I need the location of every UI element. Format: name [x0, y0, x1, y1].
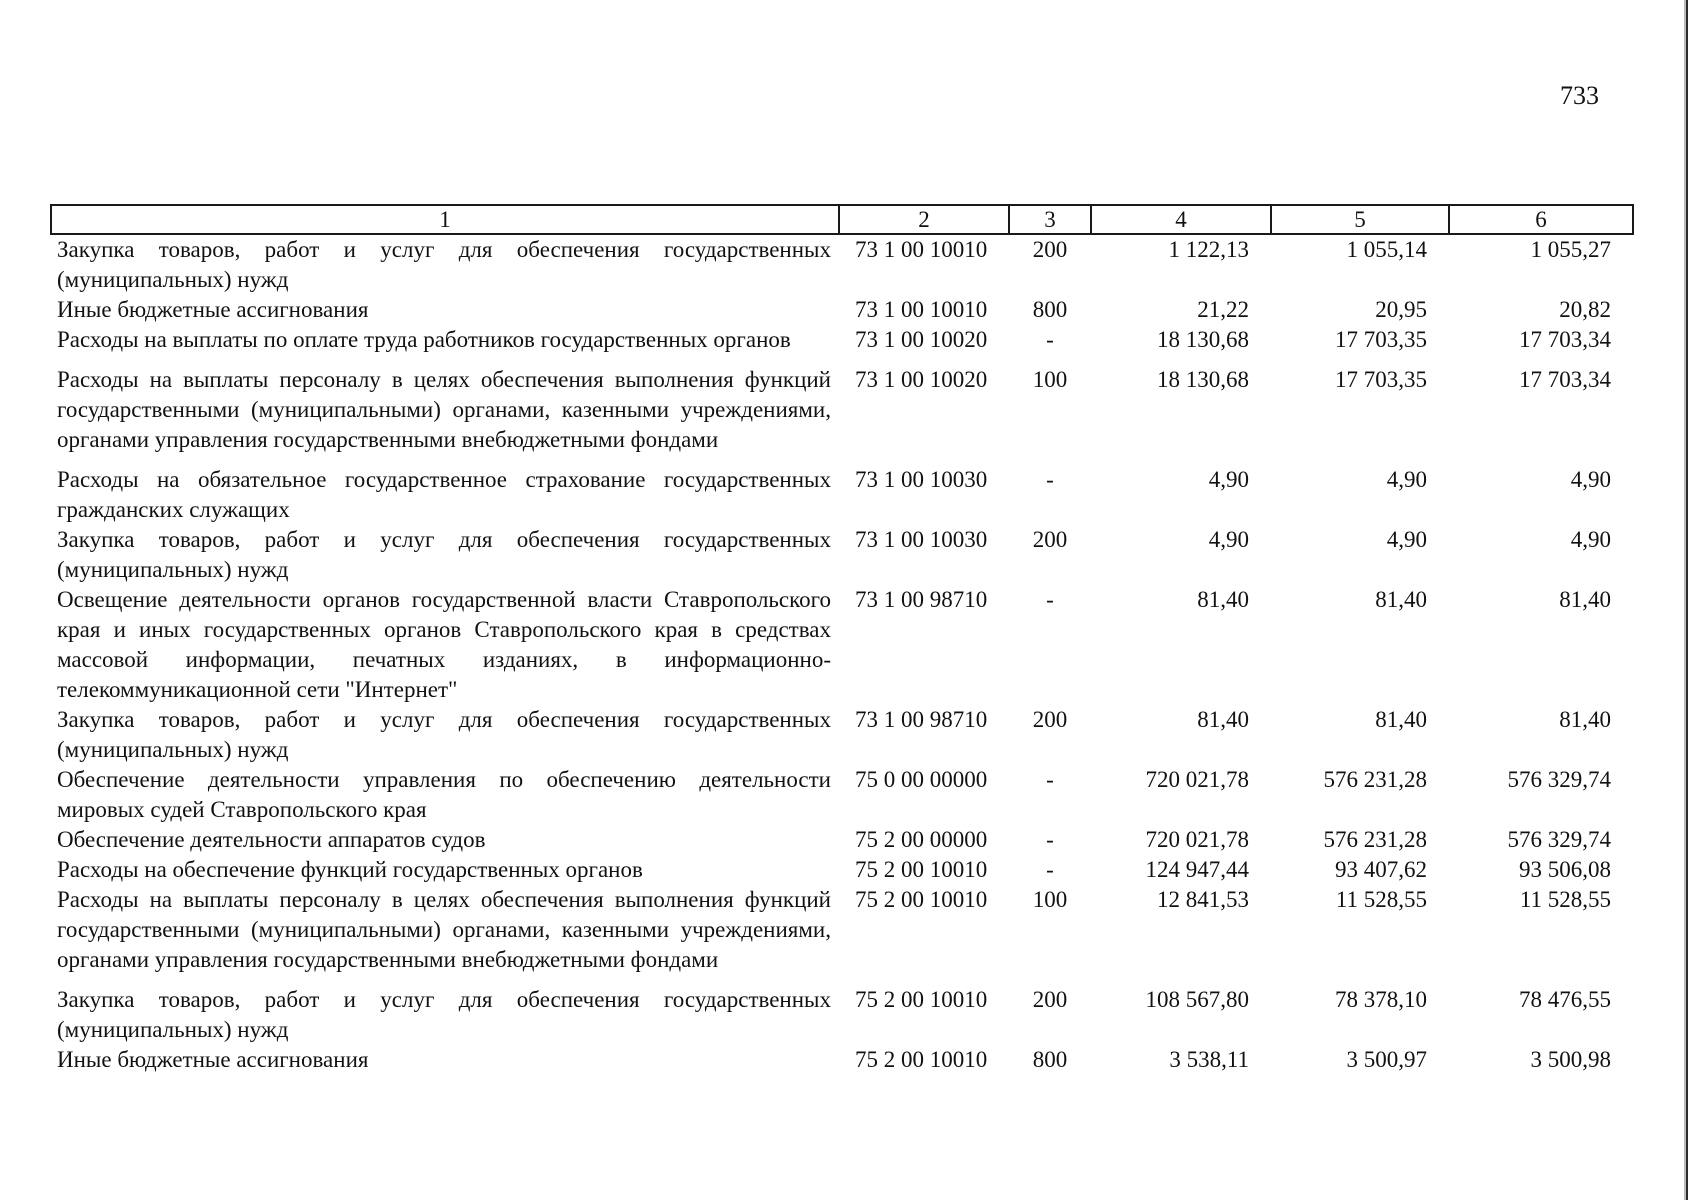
- row-target-code: 73 1 00 10010: [855, 237, 988, 262]
- row-target-code: 73 1 00 10030: [855, 527, 988, 552]
- table-row: [51, 855, 1633, 885]
- row-target-code: 75 2 00 10010: [855, 1047, 988, 1072]
- row-value-col4: 720 021,78: [1145, 827, 1249, 852]
- row-description: Освещение деятельности органов государственной власти Ставропольского края и иных государственных органов Ставропольского края в средствах массовой информации, печатных изданиях, в информационно-телекоммуникационной сети "Интернет": [57, 587, 831, 702]
- row-value-col5: 20,95: [1375, 297, 1427, 322]
- row-target-code: 75 0 00 00000: [855, 767, 988, 792]
- row-description: Обеспечение деятельности управления по обеспечению деятельности мировых судей Ставропольского края: [57, 767, 831, 822]
- column-header: 3: [1009, 205, 1091, 234]
- row-description: Закупка товаров, работ и услуг для обеспечения государственных (муниципальных) нужд: [57, 707, 831, 762]
- row-expense-type: -: [1046, 827, 1054, 852]
- row-value-col6: 81,40: [1559, 587, 1611, 612]
- table-row: [51, 585, 1633, 705]
- row-value-col5: 576 231,28: [1323, 767, 1427, 792]
- row-value-col4: 81,40: [1197, 707, 1249, 732]
- row-expense-type: 200: [1032, 707, 1068, 732]
- row-value-col5: 81,40: [1375, 587, 1427, 612]
- row-value-col4: 1 122,13: [1168, 237, 1249, 262]
- row-value-col4: 18 130,68: [1157, 367, 1249, 392]
- row-value-col6: 17 703,34: [1519, 367, 1611, 392]
- row-value-col5: 11 528,55: [1335, 887, 1427, 912]
- row-target-code: 75 2 00 00000: [855, 827, 988, 852]
- row-value-col5: 576 231,28: [1323, 827, 1427, 852]
- table-header-row: [51, 205, 1633, 234]
- row-value-col4: 21,22: [1197, 297, 1249, 322]
- row-expense-type: 200: [1032, 527, 1068, 552]
- row-target-code: 73 1 00 10020: [855, 367, 988, 392]
- table-row: [51, 825, 1633, 855]
- row-value-col5: 93 407,62: [1335, 857, 1427, 882]
- row-value-col6: 78 476,55: [1519, 987, 1611, 1012]
- row-description: Закупка товаров, работ и услуг для обеспечения государственных (муниципальных) нужд: [57, 527, 831, 582]
- row-value-col6: 4,90: [1570, 527, 1611, 552]
- column-header: 5: [1271, 205, 1449, 234]
- row-value-col6: 17 703,34: [1519, 327, 1611, 352]
- row-target-code: 73 1 00 98710: [855, 707, 988, 732]
- row-value-col5: 1 055,14: [1346, 237, 1427, 262]
- table-row: [51, 765, 1633, 825]
- table-row: [51, 525, 1633, 585]
- row-description: Расходы на выплаты по оплате труда работников государственных органов: [57, 327, 791, 352]
- row-value-col6: 81,40: [1559, 707, 1611, 732]
- row-expense-type: 200: [1032, 237, 1068, 262]
- row-value-col4: 124 947,44: [1145, 857, 1249, 882]
- row-value-col5: 4,90: [1386, 467, 1427, 492]
- row-value-col6: 1 055,27: [1530, 237, 1611, 262]
- column-header: 4: [1091, 205, 1271, 234]
- table-row: [51, 1045, 1633, 1075]
- table-row: [51, 465, 1633, 525]
- row-expense-type: -: [1046, 587, 1054, 612]
- column-header: 1: [51, 205, 839, 234]
- page-number: 733: [1560, 81, 1599, 110]
- row-description: Иные бюджетные ассигнования: [57, 1047, 369, 1072]
- column-header: 6: [1449, 205, 1633, 234]
- row-value-col4: 12 841,53: [1157, 887, 1249, 912]
- table-row: [51, 985, 1633, 1045]
- row-value-col5: 78 378,10: [1335, 987, 1427, 1012]
- budget-table: [50, 204, 1634, 1075]
- row-value-col4: 4,90: [1208, 467, 1249, 492]
- row-target-code: 75 2 00 10010: [855, 987, 988, 1012]
- table-row: [51, 295, 1633, 325]
- row-expense-type: 100: [1032, 367, 1068, 392]
- row-description: Обеспечение деятельности аппаратов судов: [57, 827, 486, 852]
- row-expense-type: -: [1046, 767, 1054, 792]
- row-value-col4: 18 130,68: [1157, 327, 1249, 352]
- row-value-col5: 4,90: [1386, 527, 1427, 552]
- row-target-code: 75 2 00 10010: [855, 887, 988, 912]
- row-target-code: 73 1 00 10010: [855, 297, 988, 322]
- row-value-col6: 576 329,74: [1507, 767, 1611, 792]
- row-value-col5: 81,40: [1375, 707, 1427, 732]
- column-header: 2: [839, 205, 1009, 234]
- row-value-col4: 720 021,78: [1145, 767, 1249, 792]
- table-row: [51, 705, 1633, 765]
- table-row: [51, 885, 1633, 985]
- row-expense-type: 100: [1032, 887, 1068, 912]
- row-description: Расходы на выплаты персоналу в целях обеспечения выполнения функций государственными (муниципальными) органами, казенными учреждениями, органами управления государственными внебюджетными фондами: [57, 367, 831, 452]
- table-row: [51, 365, 1633, 465]
- row-value-col6: 576 329,74: [1507, 827, 1611, 852]
- row-description: Иные бюджетные ассигнования: [57, 297, 369, 322]
- row-target-code: 73 1 00 10030: [855, 467, 988, 492]
- row-value-col6: 11 528,55: [1519, 887, 1611, 912]
- row-value-col6: 93 506,08: [1519, 857, 1611, 882]
- row-expense-type: 200: [1032, 987, 1068, 1012]
- row-expense-type: -: [1046, 327, 1054, 352]
- row-value-col4: 108 567,80: [1145, 987, 1249, 1012]
- row-expense-type: 800: [1032, 1047, 1068, 1072]
- row-description: Расходы на обязательное государственное страхование государственных гражданских служащих: [57, 467, 831, 522]
- row-expense-type: -: [1046, 467, 1054, 492]
- row-value-col6: 20,82: [1559, 297, 1611, 322]
- row-target-code: 73 1 00 10020: [855, 327, 988, 352]
- row-target-code: 75 2 00 10010: [855, 857, 988, 882]
- scan-edge-line: [1686, 0, 1688, 1200]
- row-value-col5: 3 500,97: [1346, 1047, 1427, 1072]
- row-description: Расходы на выплаты персоналу в целях обеспечения выполнения функций государственными (муниципальными) органами, казенными учреждениями, органами управления государственными внебюджетными фондами: [57, 887, 831, 972]
- row-target-code: 73 1 00 98710: [855, 587, 988, 612]
- row-description: Расходы на обеспечение функций государственных органов: [57, 857, 643, 882]
- row-value-col5: 17 703,35: [1335, 327, 1427, 352]
- table-row: [51, 234, 1633, 295]
- row-value-col4: 3 538,11: [1169, 1047, 1249, 1072]
- row-value-col4: 81,40: [1197, 587, 1249, 612]
- row-description: Закупка товаров, работ и услуг для обеспечения государственных (муниципальных) нужд: [57, 987, 831, 1042]
- row-description: Закупка товаров, работ и услуг для обеспечения государственных (муниципальных) нужд: [57, 237, 831, 292]
- row-expense-type: -: [1046, 857, 1054, 882]
- table-row: [51, 325, 1633, 365]
- row-value-col6: 3 500,98: [1530, 1047, 1611, 1072]
- row-value-col6: 4,90: [1570, 467, 1611, 492]
- row-value-col5: 17 703,35: [1335, 367, 1427, 392]
- row-value-col4: 4,90: [1208, 527, 1249, 552]
- row-expense-type: 800: [1032, 297, 1068, 322]
